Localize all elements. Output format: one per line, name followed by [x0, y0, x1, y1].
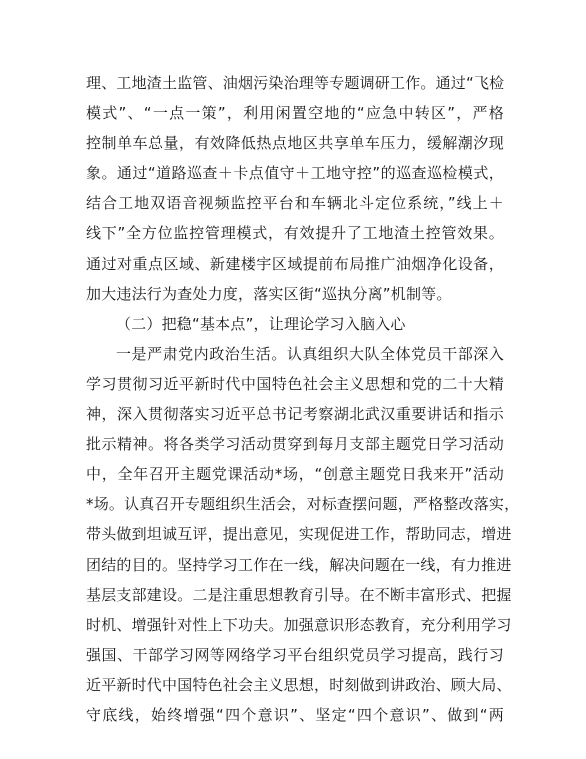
document-body: [86, 68, 520, 730]
paragraph-line: 控制单车总量，有效降低热点地区共享单车压力，缓解潮汐现: [86, 134, 504, 153]
paragraph-line: *场。认真召开专题组织生活会，对标查摆问题，严格整改落实，: [86, 495, 520, 514]
paragraph-line: 结合工地双语音视频监控平台和车辆北斗定位系统，”线上＋: [86, 194, 504, 213]
paragraph-line: 批示精神。将各类学习活动贯穿到每月支部主题党日学习活动: [86, 435, 504, 454]
paragraph-line: 模式”、“一点一策”，利用闲置空地的“应急中转区”，严格: [86, 104, 504, 123]
paragraph-line: 线下”全方位监控管理模式，有效提升了工地渣土控管效果。: [86, 224, 504, 243]
paragraph-line: 团结的目的。坚持学习工作在一线，解决问题在一线，有力推进: [86, 555, 512, 574]
paragraph-line: 神，深入贯彻落实习近平总书记考察湖北武汉重要讲话和指示: [86, 405, 504, 424]
paragraph-line: 近平新时代中国特色社会主义思想，时刻做到讲政治、顾大局、: [86, 675, 512, 694]
paragraph-line: 通过对重点区域、新建楼宇区域提前布局推广油烟净化设备，: [86, 254, 504, 273]
paragraph-line: 学习贯彻习近平新时代中国特色社会主义思想和党的二十大精: [86, 374, 504, 393]
paragraph-line: 守底线，始终增强“四个意识”、坚定“四个意识”、做到“两: [86, 705, 504, 724]
paragraph-line: 时机、增强针对性上下功夫。加强意识形态教育，充分利用学习: [86, 615, 512, 634]
paragraph-line: 带头做到坦诚互评，提出意见，实现促进工作，帮助同志，增进: [86, 525, 512, 544]
paragraph-line: 强国、干部学习网等网络学习平台组织党员学习提高，践行习: [86, 645, 504, 664]
paragraph-line: 基层支部建设。二是注重思想教育引导。在不断丰富形式、把握: [86, 585, 512, 604]
section-heading: （二）把稳“基本点”，让理论学习入脑入心: [116, 314, 406, 333]
paragraph-line: 加大违法行为查处力度，落实区街“巡执分离”机制等。: [86, 284, 452, 303]
paragraph-line: 理、工地渣土监管、油烟污染治理等专题调研工作。通过“飞检: [86, 74, 505, 92]
paragraph-line: 一是严肃党内政治生活。认真组织大队全体党员干部深入: [116, 344, 504, 363]
paragraph-line: 象。通过“道路巡查＋卡点值守＋工地守控”的巡查巡检模式，: [86, 164, 504, 183]
paragraph-line: 中，全年召开主题党课活动*场，“创意主题党日我来开”活动: [86, 465, 504, 484]
